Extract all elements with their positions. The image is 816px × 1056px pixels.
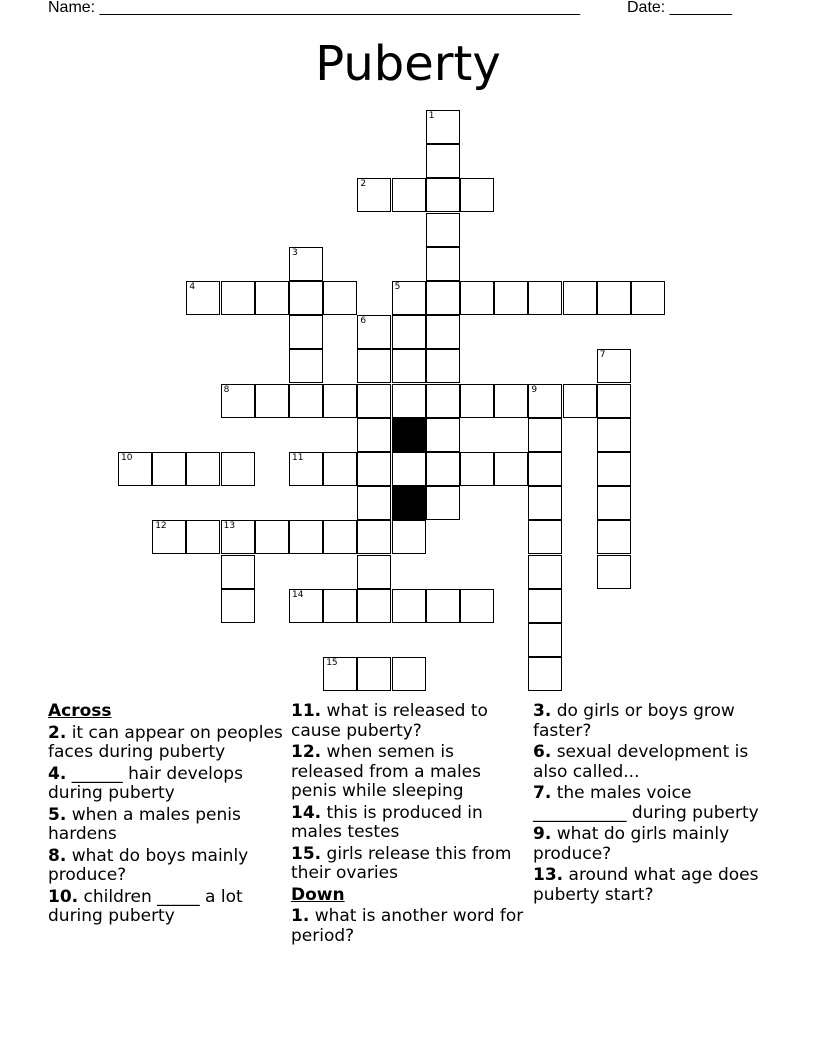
- clue-number: 10: [121, 453, 133, 463]
- grid-cell[interactable]: [357, 520, 391, 554]
- grid-cell[interactable]: [631, 281, 665, 315]
- grid-cell[interactable]: [289, 452, 323, 486]
- clue-text: when a males penis hardens: [48, 804, 241, 844]
- clue-number: 11.: [291, 701, 322, 721]
- clue-number: 5: [394, 282, 401, 292]
- grid-cell[interactable]: [357, 384, 391, 418]
- grid-cell[interactable]: [528, 486, 562, 520]
- grid-cell[interactable]: [426, 281, 460, 315]
- grid-cell[interactable]: [460, 178, 494, 212]
- grid-cell[interactable]: [392, 349, 426, 383]
- grid-cell[interactable]: [563, 384, 597, 418]
- grid-cell[interactable]: [186, 520, 220, 554]
- grid-cell[interactable]: [255, 520, 289, 554]
- down-clue-list: [291, 907, 527, 946]
- clue-item: [48, 847, 284, 886]
- clue-text: children _____ a lot during puberty: [48, 886, 243, 926]
- grid-cell[interactable]: [357, 315, 391, 349]
- grid-cell[interactable]: [426, 178, 460, 212]
- grid-cell[interactable]: [494, 452, 528, 486]
- across-clue-list: [48, 724, 284, 927]
- down-clue-list-continued: [533, 702, 769, 905]
- clue-item: [533, 825, 769, 864]
- grid-cell[interactable]: [357, 555, 391, 589]
- name-field: Name: ______________________________________________________: [48, 0, 581, 16]
- grid-cell[interactable]: [289, 281, 323, 315]
- grid-cell[interactable]: [426, 315, 460, 349]
- grid-cell[interactable]: [460, 384, 494, 418]
- clue-number: 4.: [48, 763, 67, 784]
- clue-number: 9: [531, 384, 538, 395]
- grid-cell[interactable]: [597, 281, 631, 315]
- grid-cell[interactable]: [597, 452, 631, 486]
- grid-cell[interactable]: [528, 452, 562, 486]
- clue-text: do girls or boys grow faster?: [533, 701, 735, 741]
- clue-text: what do boys mainly produce?: [48, 845, 249, 885]
- grid-cell[interactable]: [221, 384, 255, 418]
- grid-cell[interactable]: [392, 281, 426, 315]
- grid-cell[interactable]: [392, 520, 426, 554]
- grid-cell[interactable]: [460, 281, 494, 315]
- clue-item: [533, 702, 769, 741]
- grid-cell[interactable]: [392, 452, 426, 486]
- grid-cell[interactable]: [357, 349, 391, 383]
- clue-number: 2.: [48, 722, 67, 743]
- clue-number: 5.: [48, 804, 67, 825]
- grid-cell[interactable]: [392, 384, 426, 418]
- grid-cell[interactable]: [426, 110, 460, 144]
- clue-text: girls release this from their ovaries: [291, 843, 512, 883]
- down-heading: Down: [291, 884, 345, 905]
- grid-cell[interactable]: [597, 486, 631, 520]
- clue-number: 13: [223, 521, 236, 532]
- grid-cell[interactable]: [528, 520, 562, 554]
- grid-cell[interactable]: [221, 281, 255, 315]
- grid-cell[interactable]: [323, 589, 357, 623]
- grid-cell[interactable]: [494, 281, 528, 315]
- grid-cell[interactable]: [392, 657, 426, 691]
- grid-cell[interactable]: [357, 657, 391, 691]
- grid-cell[interactable]: [426, 213, 460, 247]
- grid-cell[interactable]: [597, 384, 631, 418]
- clue-number: 7.: [533, 783, 552, 803]
- grid-cell[interactable]: [528, 657, 562, 691]
- clue-number: 15: [326, 658, 338, 669]
- clue-number: 3.: [533, 701, 552, 721]
- grid-cell[interactable]: [323, 281, 357, 315]
- grid-cell[interactable]: [221, 452, 255, 486]
- grid-cell[interactable]: [357, 452, 391, 486]
- grid-cell[interactable]: [323, 520, 357, 554]
- grid-cell[interactable]: [528, 384, 562, 418]
- grid-cell[interactable]: [289, 384, 323, 418]
- clue-number: 14: [292, 589, 304, 600]
- grid-cell[interactable]: [289, 349, 323, 383]
- grid-cell[interactable]: [289, 315, 323, 349]
- grid-cell[interactable]: [426, 418, 460, 452]
- grid-cell[interactable]: [289, 247, 323, 281]
- clue-item: [291, 804, 527, 843]
- grid-cell[interactable]: [597, 520, 631, 554]
- clue-number: 7: [599, 350, 606, 361]
- clues-column-2: [291, 702, 527, 948]
- grid-cell[interactable]: [563, 281, 597, 315]
- clue-text: this is produced in males testes: [291, 802, 483, 842]
- grid-cell[interactable]: [426, 384, 460, 418]
- clue-item: [48, 724, 284, 763]
- clue-item: [533, 866, 769, 905]
- clue-number: 6: [360, 316, 367, 327]
- clue-item: [291, 907, 527, 946]
- clue-text: sexual development is also called...: [533, 742, 749, 782]
- grid-cell[interactable]: [221, 589, 255, 623]
- grid-cell[interactable]: [494, 384, 528, 418]
- grid-cell[interactable]: [426, 349, 460, 383]
- grid-cell[interactable]: [426, 247, 460, 281]
- grid-cell[interactable]: [289, 589, 323, 623]
- black-cell: [392, 418, 426, 452]
- grid-cell[interactable]: [528, 281, 562, 315]
- clue-number: 6.: [533, 742, 552, 762]
- grid-cell[interactable]: [426, 589, 460, 623]
- grid-cell[interactable]: [323, 384, 357, 418]
- clue-text: ______ hair develops during puberty: [48, 763, 243, 803]
- grid-cell[interactable]: [357, 178, 391, 212]
- grid-cell[interactable]: [186, 452, 220, 486]
- clue-item: [533, 784, 769, 823]
- clue-item: [533, 743, 769, 782]
- grid-cell[interactable]: [357, 486, 391, 520]
- clue-text: the males voice ___________ during puberty: [533, 783, 759, 823]
- clue-number: 13.: [533, 865, 564, 885]
- clue-number: 10.: [48, 886, 79, 907]
- clue-text: around what age does puberty start?: [533, 865, 759, 905]
- grid-cell[interactable]: [392, 178, 426, 212]
- clue-item: [48, 888, 284, 927]
- grid-cell[interactable]: [528, 589, 562, 623]
- clue-item: [291, 743, 527, 802]
- clue-number: 15.: [291, 843, 322, 864]
- grid-cell[interactable]: [357, 418, 391, 452]
- grid-cell[interactable]: [426, 486, 460, 520]
- grid-cell[interactable]: [426, 452, 460, 486]
- clue-item: [48, 806, 284, 845]
- clue-item: [48, 765, 284, 804]
- grid-cell[interactable]: [255, 384, 289, 418]
- grid-cell[interactable]: [597, 418, 631, 452]
- across-heading: Across: [48, 701, 112, 721]
- grid-cell[interactable]: [221, 520, 255, 554]
- grid-cell[interactable]: [426, 144, 460, 178]
- grid-cell[interactable]: [528, 418, 562, 452]
- clue-number: 2: [360, 179, 367, 190]
- clue-text: what is another word for period?: [291, 906, 524, 946]
- grid-cell[interactable]: [152, 520, 186, 554]
- grid-cell[interactable]: [528, 623, 562, 657]
- grid-cell[interactable]: [186, 281, 220, 315]
- clue-number: 4: [189, 282, 196, 292]
- black-cell: [392, 486, 426, 520]
- grid-cell[interactable]: [323, 657, 357, 691]
- clue-number: 1: [428, 111, 435, 121]
- clue-text: what is released to cause puberty?: [291, 701, 488, 741]
- across-clue-list-continued: [291, 702, 527, 884]
- clue-number: 1.: [291, 906, 310, 926]
- page-title: Puberty: [315, 36, 501, 92]
- grid-cell[interactable]: [460, 452, 494, 486]
- grid-cell[interactable]: [221, 555, 255, 589]
- clue-text: what do girls mainly produce?: [533, 824, 730, 864]
- grid-cell[interactable]: [460, 589, 494, 623]
- clue-item: [291, 845, 527, 884]
- date-field: Date: _______: [627, 0, 732, 16]
- clue-number: 9.: [533, 824, 552, 844]
- clues-column-1: [48, 702, 284, 929]
- clue-number: 3: [292, 247, 298, 258]
- clue-text: when semen is released from a males penis while sleeping: [291, 742, 481, 801]
- clue-number: 8.: [48, 845, 67, 866]
- grid-cell[interactable]: [392, 589, 426, 623]
- clue-number: 12.: [291, 742, 322, 762]
- clues-column-3: [533, 702, 769, 907]
- grid-cell[interactable]: [118, 452, 152, 486]
- clue-number: 11: [292, 453, 304, 463]
- grid-cell[interactable]: [357, 589, 391, 623]
- grid-cell[interactable]: [152, 452, 186, 486]
- grid-cell[interactable]: [528, 555, 562, 589]
- grid-cell[interactable]: [289, 520, 323, 554]
- clue-item: [291, 702, 527, 741]
- grid-cell[interactable]: [255, 281, 289, 315]
- grid-cell[interactable]: [597, 555, 631, 589]
- clue-text: it can appear on peoples faces during puberty: [48, 722, 283, 762]
- clue-number: 14.: [291, 802, 322, 823]
- grid-cell[interactable]: [392, 315, 426, 349]
- clue-number: 8: [223, 384, 230, 395]
- grid-cell[interactable]: [597, 349, 631, 383]
- clue-number: 12: [155, 521, 167, 532]
- grid-cell[interactable]: [323, 452, 357, 486]
